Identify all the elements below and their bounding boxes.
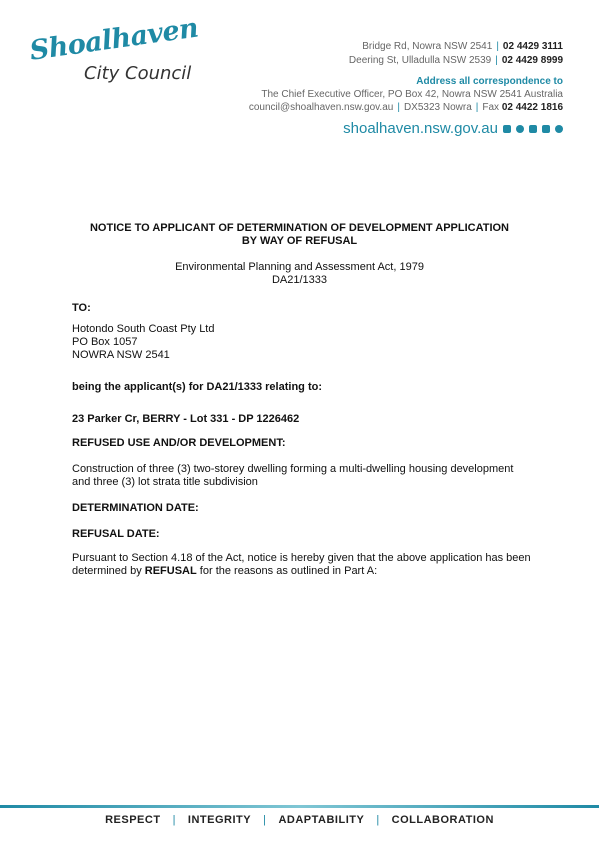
contact-line	[249, 102, 563, 113]
refused-description	[72, 463, 532, 489]
ulladulla-address: Deering St, Ulladulla NSW 2539	[348, 55, 492, 66]
refusal-date-label: REFUSAL DATE:	[72, 528, 160, 540]
applicant-statement: being the applicant(s) for DA21/1333 relating to:	[72, 381, 322, 393]
applicant-name: Hotondo South Coast Pty Ltd	[72, 323, 215, 335]
refused-description-line1: Construction of three (3) two-storey dwelling forming a multi-dwelling housing development	[72, 463, 514, 475]
value-collaboration: COLLABORATION	[391, 814, 494, 826]
ulladulla-address-line	[349, 55, 563, 66]
council-logo-script: Shoalhaven	[27, 12, 201, 67]
website-row	[343, 120, 563, 137]
council-logo-subtitle: City Council	[84, 63, 192, 84]
fax-label: Fax	[482, 102, 500, 113]
dx-number: DX5323 Nowra	[403, 102, 472, 113]
determination-date-label: DETERMINATION DATE:	[72, 502, 199, 514]
notice-title-line1: NOTICE TO APPLICANT OF DETERMINATION OF DEVELOPMENT APPLICATION	[89, 222, 510, 234]
nowra-phone: 02 4429 3111	[502, 41, 563, 52]
pursuant-paragraph	[72, 552, 542, 578]
property-description: 23 Parker Cr, BERRY - Lot 331 - DP 1226462	[72, 413, 300, 425]
nowra-address: Bridge Rd, Nowra NSW 2541	[362, 41, 493, 52]
facebook-icon[interactable]	[503, 125, 511, 133]
pursuant-post: for the reasons as outlined in Part A:	[199, 565, 378, 577]
applicant-address	[72, 323, 532, 362]
header-separator: |	[495, 55, 498, 66]
value-adaptability: ADAPTABILITY	[278, 814, 365, 826]
refused-description-line2: and three (3) lot strata title subdivision	[72, 476, 258, 488]
instagram-icon[interactable]	[516, 125, 524, 133]
twitter-icon[interactable]	[555, 125, 563, 133]
to-label: TO:	[72, 302, 91, 314]
applicant-po-box: PO Box 1057	[72, 336, 138, 348]
value-respect: RESPECT	[105, 814, 161, 826]
nowra-address-line	[362, 41, 563, 52]
pursuant-line2	[72, 565, 542, 578]
value-integrity: INTEGRITY	[187, 814, 252, 826]
footer-values	[0, 814, 599, 826]
da-number: DA21/1333	[271, 274, 328, 286]
fax-number: 02 4422 1816	[501, 102, 563, 113]
applicant-town: NOWRA NSW 2541	[72, 349, 170, 361]
notice-title-line2: BY WAY OF REFUSAL	[241, 235, 358, 247]
act-name: Environmental Planning and Assessment Act, 1979	[175, 261, 424, 273]
correspondence-heading: Address all correspondence to	[416, 76, 563, 87]
act-reference	[0, 261, 599, 287]
footer-separator: |	[172, 814, 176, 826]
header-separator: |	[496, 41, 499, 52]
footer-separator: |	[263, 814, 267, 826]
refused-heading: REFUSED USE AND/OR DEVELOPMENT:	[72, 437, 286, 449]
header-separator: |	[397, 102, 400, 113]
linkedin-icon[interactable]	[529, 125, 537, 133]
email-link[interactable]: council@shoalhaven.nsw.gov.au	[248, 102, 394, 113]
website-link[interactable]: shoalhaven.nsw.gov.au	[343, 120, 498, 137]
header-separator: |	[475, 102, 479, 113]
pursuant-line1: Pursuant to Section 4.18 of the Act, notice is hereby given that the above application has been	[72, 552, 531, 564]
youtube-icon[interactable]	[542, 125, 550, 133]
pursuant-pre: determined by	[72, 565, 142, 577]
footer-divider	[0, 805, 599, 808]
pursuant-refusal: REFUSAL	[144, 565, 197, 577]
notice-title	[0, 222, 599, 248]
footer-separator: |	[376, 814, 380, 826]
ulladulla-phone: 02 4429 8999	[501, 55, 563, 66]
correspondence-address: The Chief Executive Officer, PO Box 42, Nowra NSW 2541 Australia	[261, 89, 563, 100]
